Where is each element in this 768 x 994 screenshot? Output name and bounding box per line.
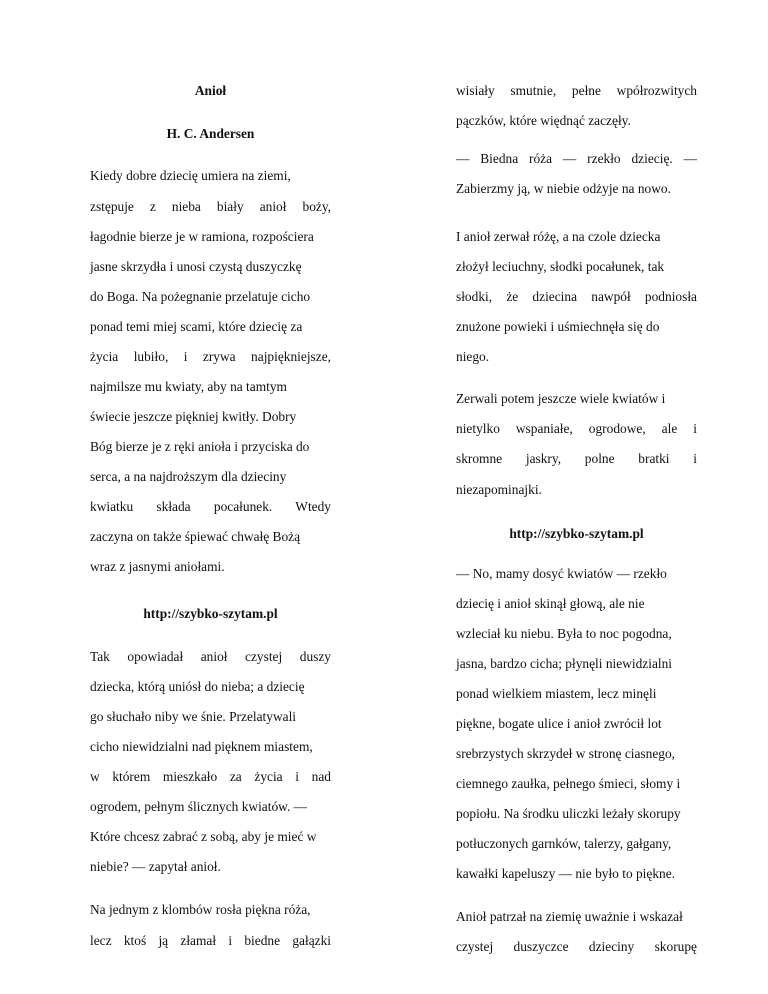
text-line: ponad temi miej scami, które dziecię za	[90, 319, 303, 334]
text-line: Na jednym z klombów rosła piękna róża,	[90, 902, 311, 917]
text-line: najmilsze mu kwiaty, aby na tamtym	[90, 379, 287, 394]
text-line: kawałki kapeluszy — nie było to piękne.	[456, 866, 676, 881]
text-line: słodki, że dziecina nawpół podniosła	[456, 289, 697, 304]
text-line: w którem mieszkało za życia i nad	[90, 769, 331, 784]
text-line: Zerwali potem jeszcze wiele kwiatów i	[456, 391, 666, 406]
text-line: lecz ktoś ją złamał i biedne gałązki	[90, 933, 331, 948]
text-line: wisiały smutnie, pełne wpółrozwitych	[456, 83, 697, 98]
text-line: Kiedy dobre dziecię umiera na ziemi,	[90, 168, 291, 183]
text-line: życia lubiło, i zrywa najpiękniejsze,	[90, 349, 331, 364]
text-line: potłuczonych garnków, talerzy, gałgany,	[456, 836, 672, 851]
text-line: srebrzystych skrzydeł w stronę ciasnego,	[456, 746, 676, 761]
text-line: piękne, bogate ulice i anioł zwrócił lot	[456, 716, 662, 731]
author-name: H. C. Andersen	[166, 126, 255, 141]
text-line: dziecię i anioł skinął głową, ale nie	[456, 596, 645, 611]
text-line: cicho niewidzialni nad pięknem miastem,	[90, 739, 313, 754]
text-line: skromne jaskry, polne bratki i	[456, 451, 697, 466]
text-line: do Boga. Na pożegnanie przelatuje cicho	[90, 289, 311, 304]
text-line: Tak opowiadał anioł czystej duszy	[90, 649, 331, 664]
text-line: Zabierzmy ją, w niebie odżyje na nowo.	[456, 181, 671, 196]
text-line: ponad wielkiem miastem, lecz minęli	[456, 686, 657, 701]
text-line: wzleciał ku niebu. Była to noc pogodna,	[456, 626, 672, 641]
text-line: niebie? — zapytał anioł.	[90, 859, 221, 874]
text-line: jasne skrzydła i unosi czystą duszyczkę	[90, 259, 302, 274]
text-line: znużone powieki i uśmiechnęła się do	[456, 319, 660, 334]
text-line: go słuchało niby we śnie. Przelatywali	[90, 709, 297, 724]
text-line: niego.	[456, 349, 490, 364]
text-line: ciemnego zaułka, pełnego śmieci, słomy i	[456, 776, 681, 791]
text-line: wraz z jasnymi aniołami.	[90, 559, 225, 574]
text-line: Bóg bierze je z ręki anioła i przyciska do	[90, 439, 310, 454]
text-line: świecie jeszcze piękniej kwitły. Dobry	[90, 409, 297, 424]
text-line: nietylko wspaniałe, ogrodowe, ale i	[456, 421, 697, 436]
source-link[interactable]: http://szybko-szytam.pl	[509, 526, 644, 541]
text-line: Anioł patrzał na ziemię uważnie i wskazał	[456, 909, 683, 924]
text-line: I anioł zerwał różę, a na czole dziecka	[456, 229, 661, 244]
text-line: kwiatku składa pocałunek. Wtedy	[90, 499, 331, 514]
text-line: ogrodem, pełnym ślicznych kwiatów. —	[90, 799, 308, 814]
story-title: Anioł	[194, 83, 227, 98]
text-line: złożył leciuchny, słodki pocałunek, tak	[456, 259, 665, 274]
text-line: łagodnie bierze je w ramiona, rozpościera	[90, 229, 314, 244]
text-line: popiołu. Na środku uliczki leżały skorupy	[456, 806, 681, 821]
text-line: Które chcesz zabrać z sobą, aby je mieć w	[90, 829, 317, 844]
text-line: jasna, bardzo cicha; płynęli niewidzialni	[456, 656, 673, 671]
text-line: dziecka, którą uniósł do nieba; a dziecię	[90, 679, 305, 694]
text-line: — Biedna róża — rzekło dziecię. —	[456, 151, 697, 166]
text-line: zstępuje z nieba biały anioł boży,	[90, 199, 331, 214]
source-link[interactable]: http://szybko-szytam.pl	[143, 606, 278, 621]
text-line: zaczyna on także śpiewać chwałę Bożą	[90, 529, 301, 544]
text-line: niezapominajki.	[456, 482, 542, 497]
text-line: serca, a na najdroższym dla dzieciny	[90, 469, 287, 484]
text-line: czystej duszyczce dzieciny skorupę	[456, 939, 697, 954]
text-line: — No, mamy dosyć kwiatów — rzekło	[456, 566, 667, 581]
text-line: pączków, które więdnąć zaczęły.	[456, 113, 631, 128]
